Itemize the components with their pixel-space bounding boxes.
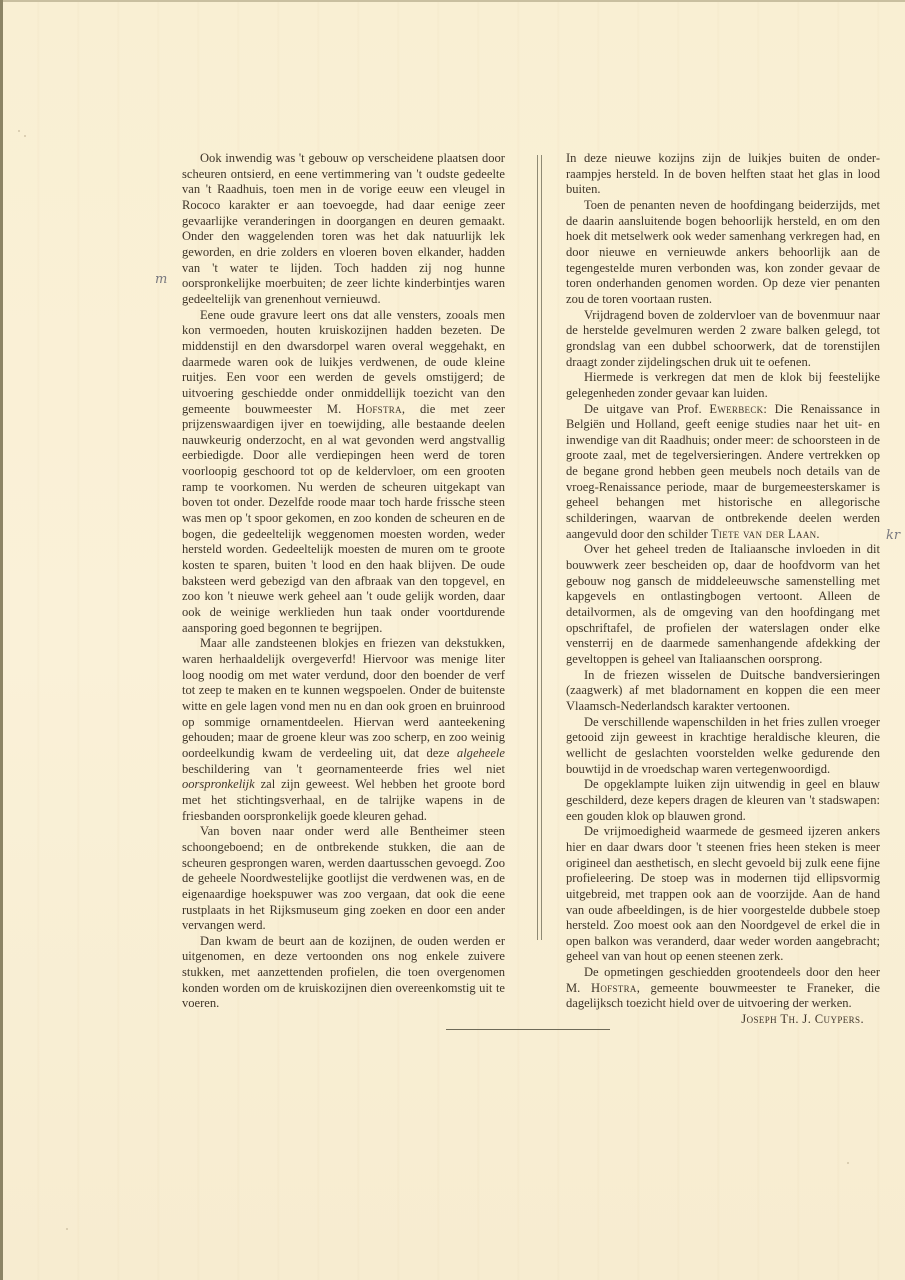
paragraph: De opmetingen geschiedden grootendeels door den heer M. Hofstra, gemeente bouwmeester te Franeker, die dagelijksch toezicht hield over de uitvoering der werken.: [566, 965, 880, 1011]
paper-speck: [66, 1228, 68, 1230]
paragraph: Dan kwam de beurt aan de kozijnen, de ouden werden er uitgenomen, en deze vertoonden ons nog enkele zuivere stukken, met aanzettenden profielen, die toen overgenomen konden worden om de kruiskozijnen dien overeenkomstig uit te voeren.: [182, 933, 505, 1011]
paragraph: Eene oude gravure leert ons dat alle vensters, zooals men kon vermoeden, houten kruiskozijnen hadden bezeten. De middenstijl en den dwarsdorpel waren overal weggehakt, en daarmede waren ook de luikjes verdwenen, de oude kleine ruitjes. Een voor een werden de gevels omstijgerd; de uitvoering geschiedde onder onmiddellijk toezicht van den gemeente bouwmeester M. Hofstra, die met zeer prijzenswaardigen ijver en toewijding, alle bestaande deelen nauwkeurig onderzocht, en al wat gevonden werd angstvallig eerbiedigde. Door alle verdiepingen heen werd de toren voorloopig geschoord tot op de keldervloer, om een grooten ramp te voorkomen. Nu werden de scheuren uitgekapt van boven tot onder. Dezelfde roode maar toch harde frissche steen was men op 't spoor gekomen, en zoo konden de scheuren en de bogen, die gedeeltelijk weggenomen moesten worden, weder hersteld worden. Gedeeltelijk moesten de muren om te groote kosten te sparen, buiten 't lood en den haak blijven. De oude baksteen werd gebezigd van den afbraak van den topgevel, en zoo kon 't nieuwe werk geheel aan 't oude gelijk worden, daar ook de weinige werklieden hun taak onder voortdurende aansporing goed begonnen te begrijpen.: [182, 307, 506, 635]
paper-speck: [847, 1162, 849, 1164]
person-name: Hofstra: [591, 980, 637, 995]
paragraph: Toen de penanten neven de hoofdingang beiderzijds, met de daarin aansluitende bogen behoorlijk hersteld, en om den hoek dit metselwerk ook weder samenhang verkregen had, en door nieuwe en vernieuwde ankers behoorlijk aan de tegengestelde muren verbonden was, kon zonder gevaar de toren onderhanden genomen worden. Op deze vier penanten zou de toren voortaan rusten.: [566, 197, 880, 306]
person-name: Ewerbeck: [709, 401, 764, 416]
emphasis: oorspronkelijk: [182, 777, 255, 792]
paragraph: Maar alle zandsteenen blokjes en friezen van dekstukken, waren herhaaldelijk overgeverfd! Hiervoor was menige liter loog noodig om met water verdund, door den boender de verf tot zeep te maken en te kunnen wegspoelen. Onder de buitenste witte en gele lagen vond men nu en dan ook groen en bruinrood op sommige ornamentdeelen. Hiervan werd aanteekening gehouden; maar de groene kleur was zoo scherp, en zoo weinig oordeelkundig kwam de verdeeling uit, dat deze algeheele beschildering van 't geornamenteerde fries wel niet oorspronkelijk zal zijn geweest. Wel hebben het groote bord met het stichtingsverhaal, en de talrijke wapens in de friesbanden oorspronkelijk goede kleuren gehad.: [182, 636, 505, 823]
person-name: Tiete van der Laan: [710, 526, 817, 541]
paper-speck: [18, 130, 20, 132]
column-divider: [537, 155, 542, 940]
left-text-column: [182, 151, 505, 1012]
paragraph: In deze nieuwe kozijns zijn de luikjes buiten de onder-raampjes hersteld. In de boven helften staat het glas in lood buiten.: [566, 151, 880, 197]
paragraph: Vrijdragend boven de zoldervloer van de bovenmuur naar de herstelde gevelmuren werden 2 zware balken gelegd, tot grondslag van een dubbel schoorwerk, dat de torenstijlen draagt zonder zijdelingschen druk uit te oefenen.: [566, 307, 880, 369]
author-signature: Joseph Th. J. Cuypers.: [741, 1012, 864, 1027]
paragraph: Ook inwendig was 't gebouw op verscheidene plaatsen door scheuren ontsierd, en eene vertimmering van 't oudste gedeelte van 't Raadhuis, toen men in de vorige eeuw een vleugel in Rococo karakter er aan toevoegde, had daar eenige zeer gevaarlijke veranderingen in doorgangen en deuren gemaakt. Onder den waggelenden toren was het dak natuurlijk lek geworden, en drie zolders en vloeren boven elkander, hadden van 't water te lijden. Toch hadden zij nog hunne oorspronkelijke moerbuiten; de zeer lichte kinderbintjes waren gedeeltelijk van grenenhout vernieuwd.: [182, 151, 505, 306]
pencil-annotation-right: kr: [886, 528, 901, 543]
paper-speck: [24, 135, 26, 137]
pencil-annotation-left: m: [155, 272, 168, 287]
paragraph: Van boven naar onder werd alle Bentheimer steen schoongeboend; en de ontbrekende stukken, die aan de scheuren gesprongen waren, werden daartusschen gevoegd. Zoo de geheele Noordwestelijke gootlijst die verdwenen was, en de eigenaardige hoekspuwer was zoo vergaan, dat ook die eene rustplaats in het Rijksmuseum ging zoeken en door een ander vervangen werd.: [182, 824, 505, 933]
paragraph: De vrijmoedigheid waarmede de gesmeed ijzeren ankers hier en daar dwars door 't steenen fries heen steken is meer origineel dan aesthetisch, en slecht gevoeld bij zulk eene fijne profieleering. De stoep was in modernen tijd ellipsvormig uitgebreid, met trappen ook aan de voorzijde. Aan de hand van oude afbeeldingen, is de hier voorgestelde dubbele stoep hersteld. Zoo moest ook aan den Noordgevel de erkel die in open balkon was veranderd, daar weder worden aangebracht; geheel van van hout op eenen steenen zerk.: [566, 824, 880, 964]
end-rule: [446, 1029, 610, 1030]
paragraph: In de friezen wisselen de Duitsche bandversieringen (zaagwerk) af met bladornament en koppen die een meer Vlaamsch-Nederlandsch karakter vertoonen.: [566, 667, 880, 713]
paragraph: Over het geheel treden de Italiaansche invloeden in dit bouwwerk zeer bescheiden op, daar de hoofdvorm van het gebouw nog gansch de middeleeuwsche samenstelling met kapgevels en ontlastingbogen vertoont. Alleen de detailvormen, als de omgeving van den hoofdingang met opschriftafel, de profielen der waterslagen onder elke vensterrij en de daarmede samenhangende afdekking der geveltoppen is geheel van Italiaanschen oorsprong.: [566, 542, 880, 666]
paragraph: De verschillende wapenschilden in het fries zullen vroeger getooid zijn geweest in krachtige heraldische kleuren, die wellicht de geslachten voorstelden welke gedurende den bouwtijd in de vroedschap waren vertegenwoordigd.: [566, 714, 880, 776]
paragraph: De opgeklampte luiken zijn uitwendig in geel en blauw geschilderd, deze kepers dragen de kleuren van 't stadswapen: een gouden klok op blauwen grond.: [566, 777, 880, 823]
paragraph: Hiermede is verkregen dat men de klok bij feestelijke gelegenheden zonder gevaar kan luiden.: [566, 370, 880, 400]
right-text-column: [566, 151, 880, 1028]
emphasis: algeheele: [456, 745, 505, 760]
paragraph: De uitgave van Prof. Ewerbeck: Die Renaissance in Belgiën und Holland, geeft eenige studies naar het uit- en inwendige van dit Raadhuis; onder meer: de schoorsteen in de groote zaal, met de tegelversieringen. Andere vertrekken op de begane grond hebben geen meubels noch details van de vroeg-Renaissance periode, maar de burgemeesterskamer is geheel behangen met historische en allegorische schilderingen, waarvan de ontbrekende deelen werden aangevuld door den schilder Tiete van der Laan.: [566, 401, 880, 541]
person-name: Hofstra: [356, 401, 402, 416]
